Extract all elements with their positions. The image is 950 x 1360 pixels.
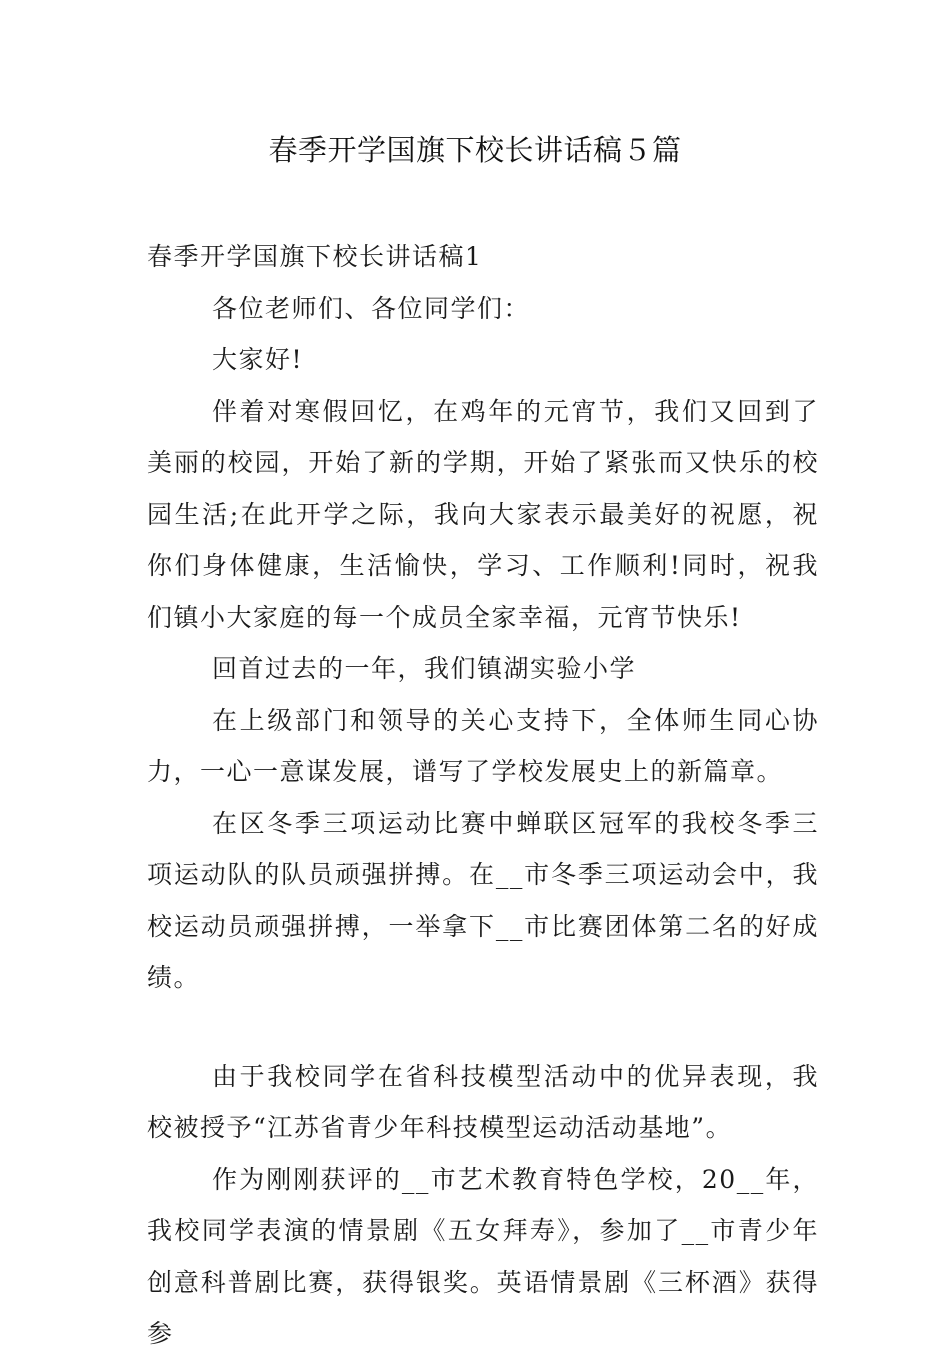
- document-body: [147, 231, 819, 1360]
- paragraph-hello: 大家好!: [212, 345, 304, 374]
- document-title: 春季开学国旗下校长讲话稿５篇: [268, 133, 682, 167]
- paragraph-review: 回首过去的一年，我们镇湖实验小学: [212, 654, 637, 683]
- paragraph-science: 由于我校同学在省科技模型活动中的优异表现，我校被授予“江苏省青少年科技模型运动活动基地”。: [147, 1061, 819, 1142]
- paragraph-opening: 伴着对寒假回忆，在鸡年的元宵节，我们又回到了美丽的校园，开始了新的学期，开始了紧张而又快乐的校园生活;在此开学之际，我向大家表示最美好的祝愿，祝你们身体健康，生活愉快，学习、工作顺利!同时，祝我们镇小大家庭的每一个成员全家幸福，元宵节快乐!: [147, 396, 819, 632]
- section-heading: 春季开学国旗下校长讲话稿1: [147, 242, 483, 271]
- paragraph-achievement: 在上级部门和领导的关心支持下，全体师生同心协力，一心一意谋发展，谱写了学校发展史上的新篇章。: [147, 705, 819, 786]
- paragraph-sports: 在区冬季三项运动比赛中蝉联区冠军的我校冬季三项运动队的队员顽强拼搏。在__市冬季三项运动会中，我校运动员顽强拼搏，一举拿下__市比赛团体第二名的好成绩。: [147, 808, 819, 992]
- paragraph-arts: 作为刚刚获评的__市艺术教育特色学校，20__年，我校同学表演的情景剧《五女拜寿》，参加了__市青少年创意科普剧比赛，获得银奖。英语情景剧《三杯酒》获得参: [147, 1164, 819, 1348]
- paragraph-greeting: 各位老师们、各位同学们：: [212, 293, 531, 323]
